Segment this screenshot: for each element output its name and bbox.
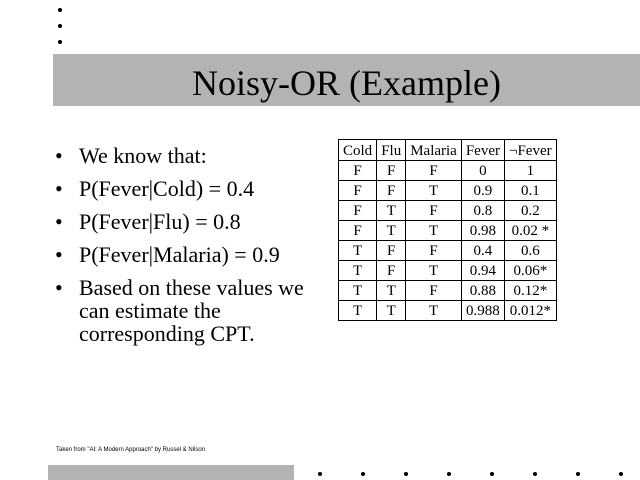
title-band — [53, 54, 640, 106]
decor-dot — [404, 472, 408, 476]
header-fever: Fever — [461, 140, 504, 161]
table-cell: 1 — [505, 161, 557, 181]
table-cell: F — [377, 261, 406, 281]
table-cell: F — [406, 281, 462, 301]
table-cell: T — [377, 301, 406, 321]
decor-dot — [58, 40, 62, 44]
table-cell: F — [377, 181, 406, 201]
table-row — [339, 201, 557, 221]
slide-title: Noisy-OR (Example) — [192, 63, 501, 103]
source-credit: Taken from "AI: A Modern Approach" by Russel & Nilson — [56, 447, 205, 453]
footer-bar — [48, 465, 294, 480]
table-row — [339, 241, 557, 261]
table-cell: 0.94 — [461, 261, 504, 281]
table-cell: T — [406, 261, 462, 281]
table-cell: T — [339, 301, 377, 321]
cpt-table — [338, 139, 557, 321]
table-cell: 0.98 — [461, 221, 504, 241]
table-row — [339, 301, 557, 321]
table-cell: 0.06* — [505, 261, 557, 281]
table-cell: T — [339, 241, 377, 261]
table-cell: 0.12* — [505, 281, 557, 301]
table-row — [339, 161, 557, 181]
header-malaria: Malaria — [406, 140, 462, 161]
decor-dot — [58, 24, 62, 28]
table-cell: T — [377, 201, 406, 221]
table-cell: F — [339, 201, 377, 221]
table-cell: 0.9 — [461, 181, 504, 201]
table-cell: 0.012* — [505, 301, 557, 321]
table-cell: T — [406, 181, 462, 201]
bullet-item: • We know that: — [55, 144, 325, 167]
table-cell: T — [377, 221, 406, 241]
decor-dot — [619, 472, 623, 476]
table-cell: F — [406, 161, 462, 181]
table-cell: 0.02 * — [505, 221, 557, 241]
table-cell: F — [406, 241, 462, 261]
table-cell: T — [377, 281, 406, 301]
table-row — [339, 281, 557, 301]
decor-dot — [533, 472, 537, 476]
table-cell: F — [339, 221, 377, 241]
table-cell: T — [406, 301, 462, 321]
bullet-list — [55, 144, 325, 355]
table-row — [339, 221, 557, 241]
table-row — [339, 181, 557, 201]
bullet-item: • P(Fever|Flu) = 0.8 — [55, 210, 325, 233]
bullet-item: • P(Fever|Cold) = 0.4 — [55, 177, 325, 200]
decor-dot — [318, 472, 322, 476]
table-cell: T — [339, 281, 377, 301]
table-cell: F — [377, 161, 406, 181]
table-cell: 0.4 — [461, 241, 504, 261]
decor-dot — [447, 472, 451, 476]
bullet-item: • P(Fever|Malaria) = 0.9 — [55, 243, 325, 266]
table-cell: T — [406, 221, 462, 241]
header-cold: Cold — [339, 140, 377, 161]
bullet-item: • Based on these values we can estimate the corresponding CPT. — [55, 276, 325, 345]
table-cell: F — [339, 161, 377, 181]
table-row — [339, 261, 557, 281]
table-cell: 0.88 — [461, 281, 504, 301]
table-cell: 0.988 — [461, 301, 504, 321]
table-cell: 0.6 — [505, 241, 557, 261]
table-cell: 0.1 — [505, 181, 557, 201]
table-cell: F — [339, 181, 377, 201]
decor-dot — [361, 472, 365, 476]
decor-dot — [576, 472, 580, 476]
header-not-fever: ¬Fever — [505, 140, 557, 161]
decor-dot — [490, 472, 494, 476]
table-header-row — [339, 140, 557, 161]
header-flu: Flu — [377, 140, 406, 161]
table-cell: 0 — [461, 161, 504, 181]
table-cell: F — [377, 241, 406, 261]
table-cell: T — [339, 261, 377, 281]
decor-dot — [58, 8, 62, 12]
table-cell: 0.8 — [461, 201, 504, 221]
table-cell: 0.2 — [505, 201, 557, 221]
table-cell: F — [406, 201, 462, 221]
